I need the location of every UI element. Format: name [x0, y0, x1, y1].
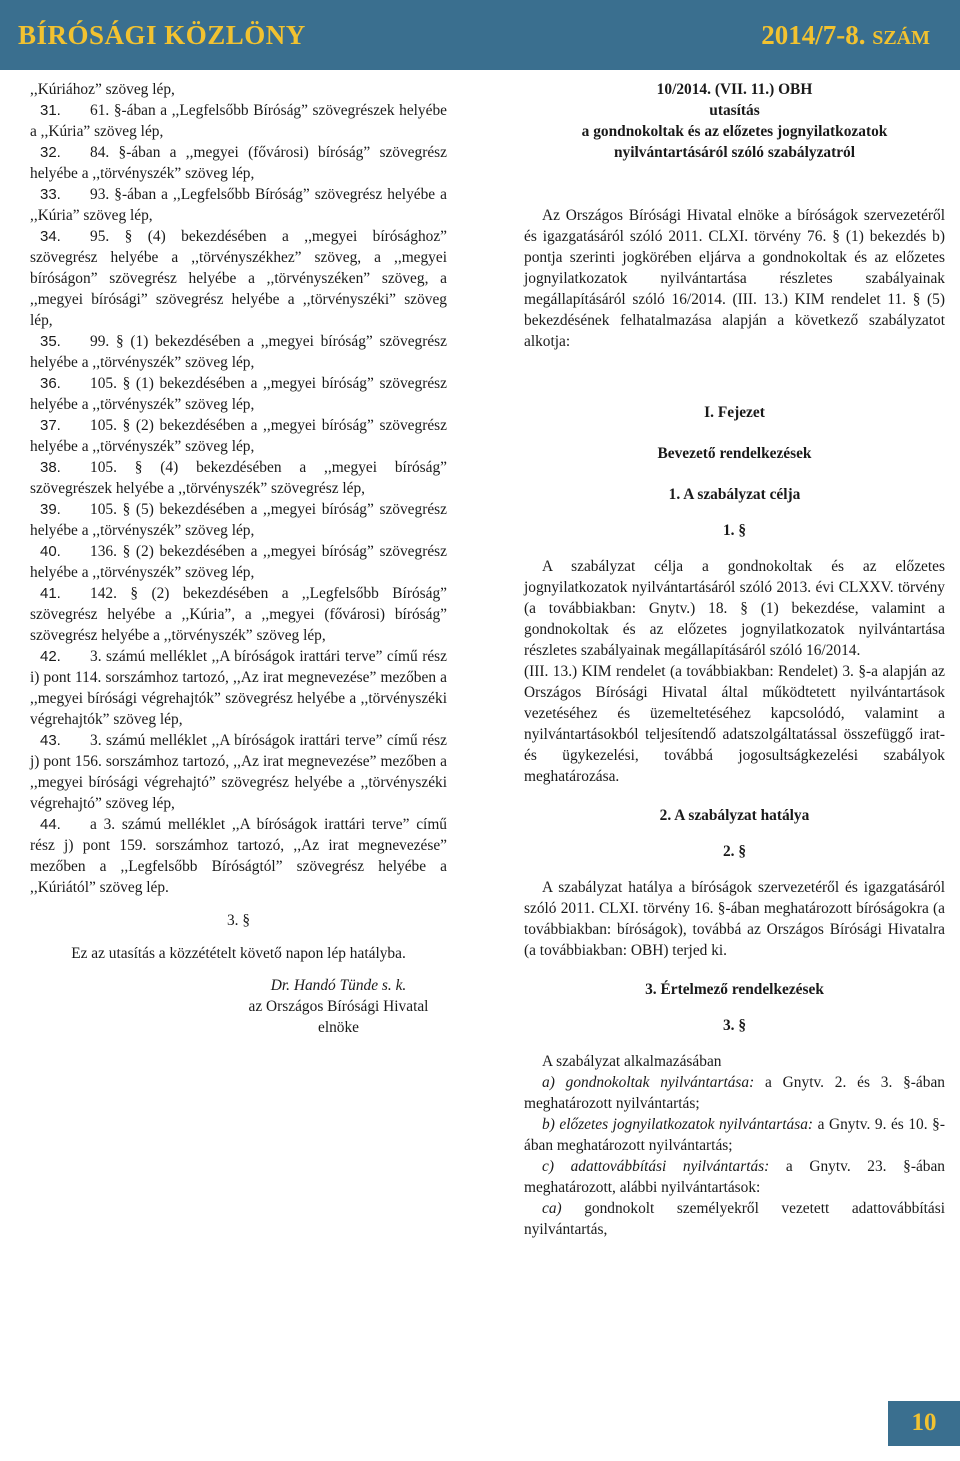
- amendment-item: [30, 457, 447, 499]
- amendment-text: 105. § (4) bekezdésében a ,,megyei bíróság” szövegrészek helyébe a ,,törvényszék” szövegrész lép,: [30, 459, 447, 497]
- section-1-title: 1. A szabályzat célja: [668, 486, 801, 503]
- signer-name: Dr. Handó Tünde s. k.: [270, 977, 407, 994]
- doc-title-2: nyilvántartásáról szóló szabályzatról: [613, 144, 856, 161]
- amendment-item: [30, 583, 447, 646]
- signer-role-2: elnöke: [317, 1019, 360, 1036]
- page-number: 10: [911, 1409, 937, 1436]
- paragraph-2-heading: 2. §: [722, 843, 747, 860]
- amendment-item: [30, 226, 447, 331]
- amendment-number: 38.: [40, 459, 61, 476]
- amendment-item: [30, 100, 447, 142]
- left-column: [30, 79, 447, 1038]
- doc-number: 10/2014. (VII. 11.) OBH: [656, 81, 813, 98]
- amendment-text: 136. § (2) bekezdésében a ,,megyei bíróság” szövegrész helyébe a ,,törvényszék” szöveg lép,: [30, 543, 447, 581]
- paragraph-1-text-2: (III. 13.) KIM rendelet (a továbbiakban: Rendelet) 3. §-a alapján az Országos Bírósági Hivatal által működtetett nyilvántartások vezetéséhez és üzemeltetéséhez kapcsolódó, valamint a nyilvántartásokból teljesítendő adatszolgáltatással összefüggő irat- és ügykezelési, továbbá jogosultságkezelési szabályok meghatározása.: [524, 663, 945, 785]
- continuation-text: ,,Kúriához” szöveg lép,: [30, 81, 175, 98]
- amendment-text: 105. § (1) bekezdésében a ,,megyei bíróság” szövegrész helyébe a ,,törvényszék” szöveg lép,: [30, 375, 447, 413]
- amendment-text: a 3. számú melléklet ,,A bíróságok irattári terve” című rész j) pont 159. sorszámhoz tartozó, ,,Az irat megnevezése” mezőben a ,,Legfelsőbb Bíróságtól” szövegrész helyébe a ,,Kúriától” szöveg lép.: [30, 816, 447, 896]
- amendment-text: 3. számú melléklet ,,A bíróságok irattári terve” című rész i) pont 114. sorszámhoz tartozó, ,,Az irat megnevezése” mezőben a ,,megyei bírósági végrehajtók” szövegrész helyébe a ,,törvényszéki végrehajtók” szöveg lép,: [30, 648, 447, 728]
- amendment-text: 105. § (5) bekezdésében a ,,megyei bíróság” szövegrész helyébe a ,,törvényszék” szöveg lép,: [30, 501, 447, 539]
- chapter-heading: I. Fejezet: [704, 404, 765, 421]
- amendment-text: 84. §-ában a ,,megyei (fővárosi) bíróság” szövegrész helyébe a ,,törvényszék” szöveg lép,: [30, 144, 447, 182]
- amendment-number: 41.: [40, 585, 61, 602]
- amendment-text: 93. §-ában a ,,Legfelsőbb Bíróság” szövegrész helyébe a ,,Kúria” szöveg lép,: [30, 186, 447, 224]
- section-3-heading: 3. §: [226, 912, 251, 929]
- right-column: [524, 79, 945, 1240]
- amendment-text: 105. § (2) bekezdésében a ,,megyei bíróság” szövegrész helyébe a ,,törvényszék” szöveg lép,: [30, 417, 447, 455]
- definition-b: b) előzetes jognyilatkozatok nyilvántartása: a Gnytv. 9. és 10. §-ában meghatározott nyilvántartás;: [524, 1116, 945, 1154]
- amendment-number: 44.: [40, 816, 61, 833]
- amendment-item: [30, 184, 447, 226]
- page-number-box: [888, 1401, 960, 1446]
- chapter-title: Bevezető rendelkezések: [657, 445, 812, 462]
- amendment-text: 142. § (2) bekezdésében a ,,Legfelsőbb Bíróság” szövegrész helyébe a ,,Kúria”, a ,,megyei (fővárosi) bíróság” szövegrész helyébe a ,,törvényszék” szöveg lép,: [30, 585, 447, 644]
- amendment-number: 35.: [40, 333, 61, 350]
- amendment-item: [30, 499, 447, 541]
- amendment-number: 42.: [40, 648, 61, 665]
- amendment-number: 31.: [40, 102, 61, 119]
- amendment-item: [30, 373, 447, 415]
- amendment-item: [30, 331, 447, 373]
- definition-c: c) adattovábbítási nyilvántartás: a Gnytv. 23. §-ában meghatározott, alábbi nyilvántartások:: [524, 1158, 945, 1196]
- effective-clause: Ez az utasítás a közzétételt követő napon lép hatályba.: [71, 945, 406, 962]
- paragraph-1-heading: 1. §: [722, 522, 747, 539]
- page-header: [0, 0, 960, 70]
- amendment-number: 39.: [40, 501, 61, 518]
- amendment-text: 3. számú melléklet ,,A bíróságok irattári terve” című rész j) pont 156. sorszámhoz tartozó, ,,Az irat megnevezése” mezőben a ,,megyei bírósági végrehajtó” szövegrész helyébe a ,,törvényszéki végrehajtó” szöveg lép,: [30, 732, 447, 812]
- publication-title: BÍRÓSÁGI KÖZLÖNY: [18, 20, 306, 50]
- amendment-number: 40.: [40, 543, 61, 560]
- amendment-text: 61. §-ában a ,,Legfelsőbb Bíróság” szövegrészek helyébe a ,,Kúria” szöveg lép,: [30, 102, 447, 140]
- doc-type: utasítás: [709, 102, 760, 119]
- section-2-title: 2. A szabályzat hatálya: [659, 807, 810, 824]
- paragraph-2-text: A szabályzat hatálya a bíróságok szervezetéről és igazgatásáról szóló 2011. CLXI. törvény 16. §-ában meghatározott bíróságokra (a továbbiakban: bíróságok), továbbá az Országos Bírósági Hivatalra (a továbbiakban: OBH) terjed ki.: [524, 879, 945, 959]
- amendment-item: [30, 142, 447, 184]
- paragraph-1-text: A szabályzat célja a gondnokoltak és az előzetes jognyilatkozatok nyilvántartásáról szóló 2013. évi CLXXV. törvény (a továbbiakban: Gnytv.) 18. § (1) bekezdése, valamint a gondnokoltak és az előzetes jognyilatkozatok nyilvántartása részletes szabályainak megállapításáról szóló 16/2014.: [524, 558, 945, 659]
- issue-number: 2014/7-8. SZÁM: [761, 20, 930, 50]
- section-3-title: 3. Értelmező rendelkezések: [645, 981, 824, 998]
- definition-a: a) gondnokoltak nyilvántartása: a Gnytv. 2. és 3. §-ában meghatározott nyilvántartás;: [524, 1074, 945, 1112]
- amendment-text: 99. § (1) bekezdésében a ,,megyei bíróság” szövegrész helyébe a ,,törvényszék” szöveg lép,: [30, 333, 447, 371]
- definition-ca: ca) gondnokolt személyekről vezetett adattovábbítási nyilvántartás,: [524, 1200, 945, 1238]
- amendment-item: [30, 541, 447, 583]
- amendment-number: 43.: [40, 732, 61, 749]
- amendment-item: [30, 415, 447, 457]
- signer-role: az Országos Bírósági Hivatal: [248, 998, 429, 1015]
- amendment-text: 95. § (4) bekezdésében a ,,megyei bírósághoz” szövegrész helyébe a ,,törvényszékhez” szöveg, a ,,megyei bíróságon” szövegrész helyébe a ,,törvényszéken” szöveg, a ,,megyei bírósági” szövegrész helyébe a ,,törvényszéki” szöveg lép,: [30, 228, 447, 329]
- paragraph-3-intro: A szabályzat alkalmazásában: [542, 1053, 722, 1070]
- amendment-number: 37.: [40, 417, 61, 434]
- amendment-number: 33.: [40, 186, 61, 203]
- amendment-number: 32.: [40, 144, 61, 161]
- amendment-list: [30, 100, 447, 898]
- amendment-item: [30, 814, 447, 898]
- amendment-item: [30, 730, 447, 814]
- preamble: Az Országos Bírósági Hivatal elnöke a bíróságok szervezetéről és igazgatásáról szóló 2011. CLXI. törvény 76. § (1) bekezdés b) pontja szerinti jogkörében eljárva a gondnokoltak és az előzetes jognyilatkozatok nyilvántartása részletes szabályainak megállapításáról szóló 16/2014. (III. 13.) KIM rendelet 11. § (5) bekezdésének felhatalmazása alapján a következő szabályzatot alkotja:: [524, 207, 945, 350]
- paragraph-3-heading: 3. §: [722, 1017, 747, 1034]
- amendment-item: [30, 646, 447, 730]
- amendment-number: 36.: [40, 375, 61, 392]
- amendment-number: 34.: [40, 228, 61, 245]
- doc-title: a gondnokoltak és az előzetes jognyilatkozatok: [581, 123, 888, 140]
